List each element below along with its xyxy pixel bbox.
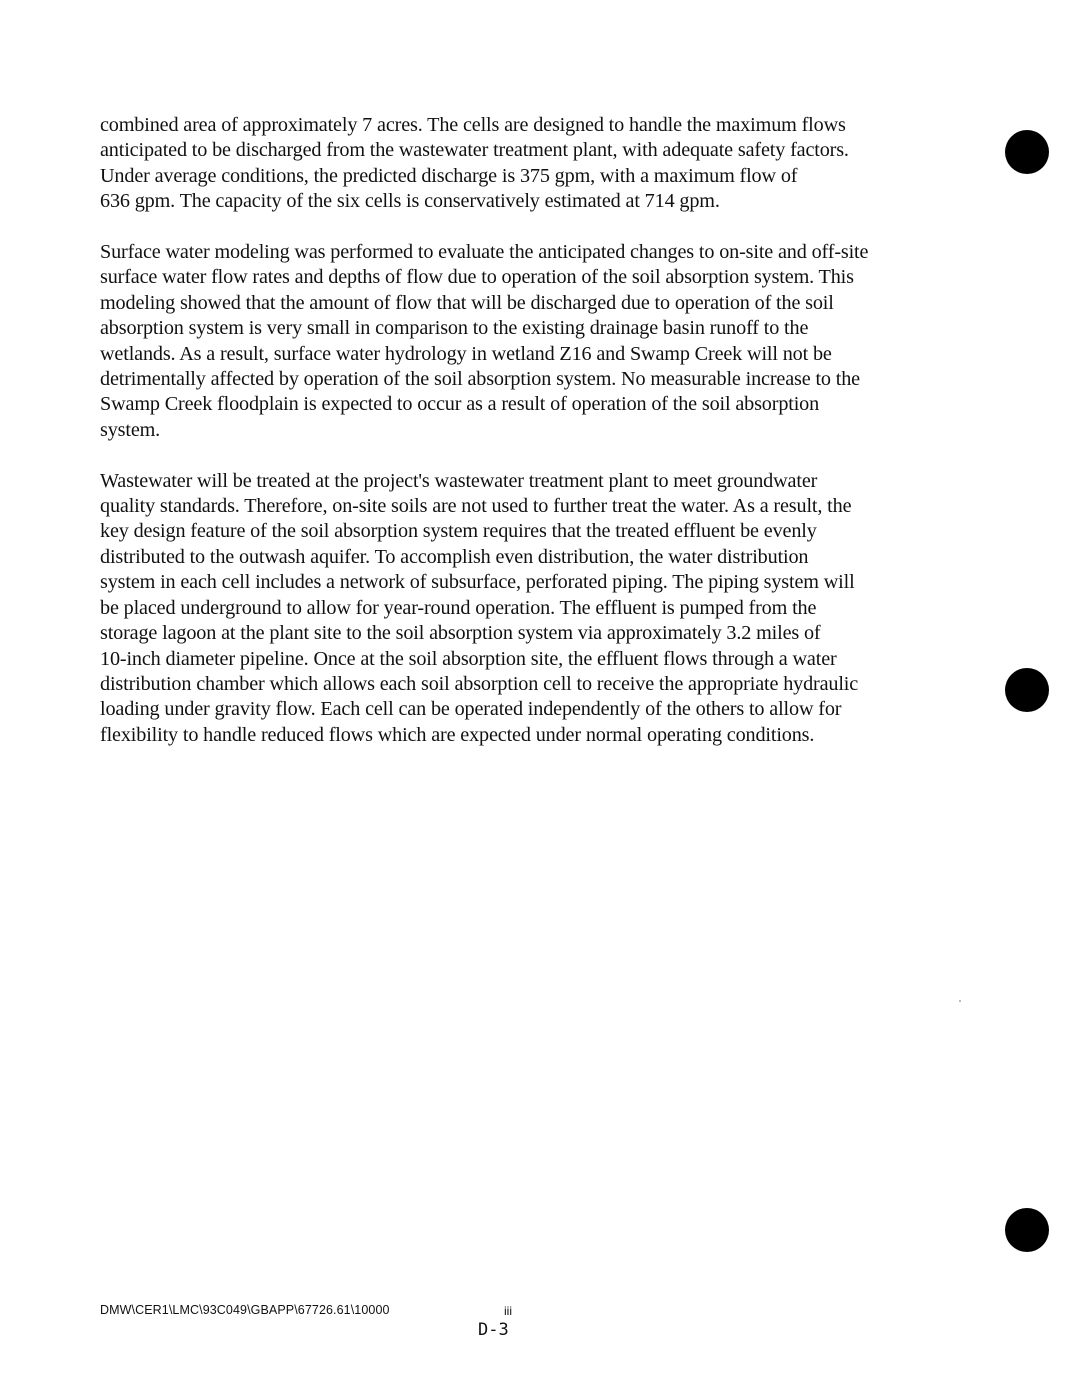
footer-section-page: D-3 [478,1320,509,1340]
text-line: flexibility to handle reduced flows which are expected under normal operating conditions. [100,723,815,746]
footer-page-number: iii [504,1304,512,1318]
text-line: Swamp Creek floodplain is expected to occur as a result of operation of the soil absorption [100,393,820,416]
paragraph-cell-design [100,113,926,215]
text-line: detrimentally affected by operation of the soil absorption system. No measurable increase to the [100,368,860,391]
text-line: Under average conditions, the predicted discharge is 375 gpm, with a maximum flow of [100,164,798,187]
text-line: anticipated to be discharged from the wastewater treatment plant, with adequate safety factors. [100,139,849,162]
paragraph-wastewater-treatment [100,469,926,748]
text-line: Wastewater will be treated at the project's wastewater treatment plant to meet groundwater [100,469,818,492]
text-line: loading under gravity flow. Each cell can be operated independently of the others to allow for [100,698,842,721]
binder-hole-icon [1005,1208,1049,1252]
text-line: system. [100,418,161,441]
text-line: surface water flow rates and depths of flow due to operation of the soil absorption system. This [100,266,854,289]
scan-speck [959,1000,961,1002]
text-line: 636 gpm. The capacity of the six cells is conservatively estimated at 714 gpm. [100,190,720,213]
text-line: system in each cell includes a network of subsurface, perforated piping. The piping system will [100,571,855,594]
text-line: distributed to the outwash aquifer. To accomplish even distribution, the water distribution [100,545,809,568]
text-line: modeling showed that the amount of flow that will be discharged due to operation of the soil [100,291,834,314]
text-line: storage lagoon at the plant site to the soil absorption system via approximately 3.2 miles of [100,622,821,645]
paragraph-surface-water-modeling [100,240,926,443]
text-line: key design feature of the soil absorption system requires that the treated effluent be evenly [100,520,817,543]
text-line: Surface water modeling was performed to evaluate the anticipated changes to on-site and off-site [100,241,869,264]
text-line: combined area of approximately 7 acres. The cells are designed to handle the maximum flows [100,114,846,136]
text-line: distribution chamber which allows each soil absorption cell to receive the appropriate hydraulic [100,672,859,695]
binder-hole-icon [1005,130,1049,174]
text-line: quality standards. Therefore, on-site soils are not used to further treat the water. As a result, the [100,495,852,518]
text-line: be placed underground to allow for year-round operation. The effluent is pumped from the [100,596,817,619]
text-line: 10-inch diameter pipeline. Once at the soil absorption site, the effluent flows through a water [100,647,837,670]
text-line: absorption system is very small in comparison to the existing drainage basin runoff to the [100,317,809,340]
text-line: wetlands. As a result, surface water hydrology in wetland Z16 and Swamp Creek will not be [100,342,832,365]
body-text [100,113,926,774]
binder-hole-icon [1005,668,1049,712]
footer-file-path: DMW\CER1\LMC\93C049\GBAPP\67726.61\10000 [100,1303,390,1317]
